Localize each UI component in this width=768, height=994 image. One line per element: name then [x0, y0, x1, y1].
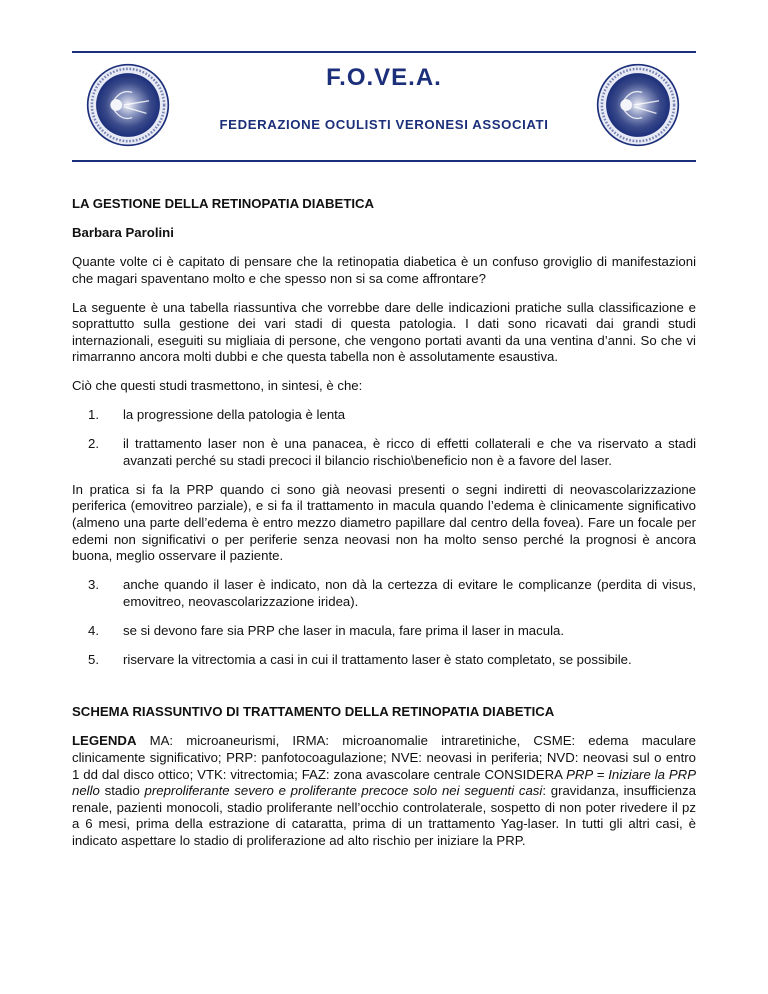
list-item: [88, 652, 696, 669]
list-item-number: 1.: [88, 407, 99, 423]
legend-text-3: : gravidanza, insufficienza renale, pazienti monocoli, stadio proliferante nell’occhio controlaterale, sospetto di non poter rivedere il pz a 6 mesi, prima della estrazione di cataratta, prima di un trattamento Yag-laser. In tutti gli altri casi, è indicato aspettare lo stadio di proliferazione ad alto rischio per iniziare la PRP.: [72, 783, 696, 848]
article-body: [72, 196, 696, 862]
list-item: [88, 407, 696, 424]
legend-text-1: MA: microaneurismi, IRMA: microanomalie intraretiniche, CSME: edema maculare clinicamente significativo; PRP: panfotocoagulazione; NVE: neovasi in periferia; NVD: neovasi sul o entro 1 dd dal disco ottico; VTK: vitrectomia; FAZ: zona avascolare centrale CONSIDERA: [72, 733, 696, 782]
article-author: Barbara Parolini: [72, 224, 174, 240]
section-2-heading: SCHEMA RIASSUNTIVO DI TRATTAMENTO DELLA RETINOPATIA DIABETICA: [72, 704, 555, 720]
list-item-number: 3.: [88, 577, 99, 593]
list-item: [88, 577, 696, 610]
legend-italic-2: preproliferante severo e proliferante precoce solo nei seguenti casi: [144, 783, 543, 799]
list-item: [88, 436, 696, 469]
paragraph-4: In pratica si fa la PRP quando ci sono già neovasi presenti o segni indiretti di neovascolarizzazione periferica (emovitreo parziale), e si fa il trattamento in macula quando l’edema è clinicamente significativo (almeno una parte dell’edema è entro mezzo diametro papillare dal centro della fovea). Fare un focale per edemi non significativi o per periferie senza neovasi non ha molto senso perché la prognosi è ancora buona, meglio osservare il paziente.: [72, 481, 696, 564]
list-item-text: riservare la vitrectomia a casi in cui il trattamento laser è stato completato, se possibile.: [123, 651, 632, 667]
list-item-number: 2.: [88, 436, 99, 452]
legend-paragraph: [72, 733, 696, 849]
numbered-list-2: [72, 577, 696, 668]
list-item-number: 5.: [88, 651, 99, 667]
organization-acronym: F.O.VE.A.: [326, 64, 442, 91]
list-item: [88, 623, 696, 640]
list-item-text: se si devono fare sia PRP che laser in macula, fare prima il laser in macula.: [123, 622, 565, 638]
numbered-list-1: [72, 407, 696, 469]
legend-text-2: stadio: [99, 783, 145, 799]
organization-name: FEDERAZIONE OCULISTI VERONESI ASSOCIATI: [219, 117, 549, 132]
article-heading: LA GESTIONE DELLA RETINOPATIA DIABETICA: [72, 196, 375, 211]
list-item-text: la progressione della patologia è lenta: [123, 407, 346, 423]
legend-label: LEGENDA: [72, 733, 137, 749]
intro-paragraph: Quante volte ci è capitato di pensare che la retinopatia diabetica è un confuso groviglio di manifestazioni che magari spaventano molto e che spesso non si sa come affrontare?: [72, 253, 696, 286]
paragraph-2: La seguente è una tabella riassuntiva che vorrebbe dare delle indicazioni pratiche sulla classificazione e soprattutto sulla gestione dei vari stadi di questa patologia. I dati sono ricavati dai grandi studi internazionali, eseguiti su migliaia di persone, che vengono portati avanti da una ventina d’anni. So che vi rimarranno ancora molti dubbi e che questa tabella non è assolutamente esaustiva.: [72, 299, 696, 365]
header-bottom-rule: [72, 160, 696, 162]
paragraph-3: Ciò che questi studi trasmettono, in sintesi, è che:: [72, 378, 363, 394]
header-top-rule: [72, 51, 696, 53]
legend-italic-1: PRP = Iniziare la PRP nello: [72, 766, 696, 799]
list-item-text: il trattamento laser non è una panacea, è ricco di effetti collaterali e che va riservato a stadi avanzati perché su stadi precoci il bilancio rischio\beneficio non è a favore del laser.: [123, 436, 696, 468]
list-item-number: 4.: [88, 622, 99, 638]
list-item-text: anche quando il laser è indicato, non dà la certezza di evitare le complicanze (perdita di visus, emovitreo, neovascolarizzazione iridea).: [123, 577, 696, 609]
